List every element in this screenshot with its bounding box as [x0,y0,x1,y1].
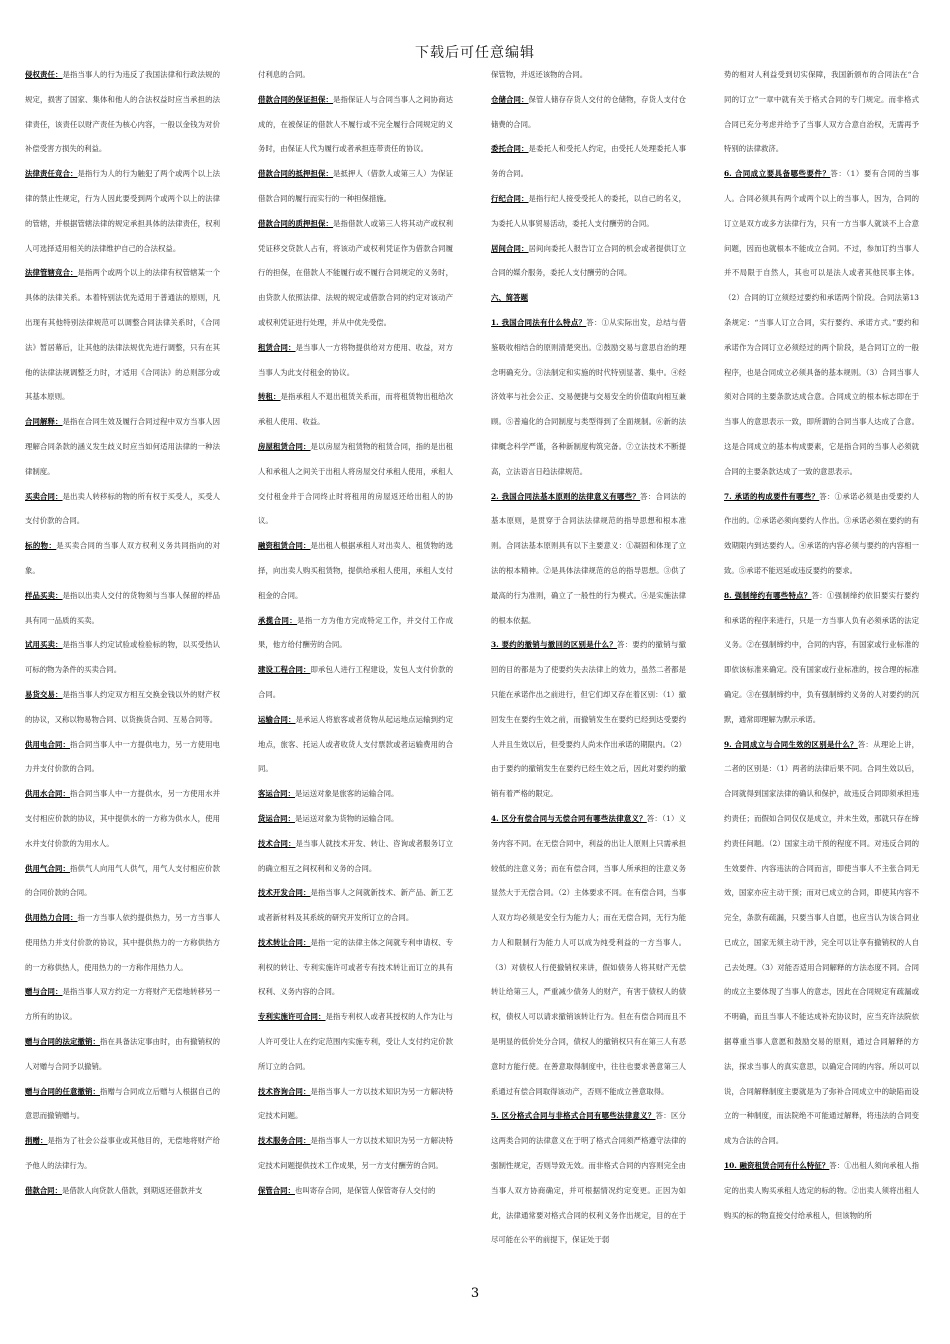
entry [258,162,453,212]
entry [724,1154,919,1228]
entry-text: 是指一定的法律主体之间就专利申请权、专利权的转让、专利实施许可或者专有技术转让而订立的具有权利、义务内容的合同。 [258,937,453,997]
entry-text: 是出租人根据承租人对出卖人、租赁物的选择，向出卖人购买租赁物，提供给承租人使用，承租人支付租金的合同。 [258,541,453,600]
entry-term: 货运合同： [258,813,295,823]
entry [258,1129,453,1179]
entry [258,782,453,807]
entry [258,708,453,782]
entry [258,1179,453,1204]
entry-term: 转租： [258,392,281,402]
entry-term: 技术转让合同： [258,937,311,947]
entry [491,485,686,634]
entry [258,1005,453,1079]
entry-text: 是买卖合同的当事人双方权利义务共同指向的对象。 [25,541,220,575]
entry-text: 是承运人将旅客或者货物从起运地点运输到约定地点，旅客、托运人或者收货人支付票款或者运输费用的合同。 [258,714,453,774]
entry-term: 合同解释： [25,417,63,427]
entry [258,534,453,608]
entry [724,63,919,162]
entry-term: 技术服务合同： [258,1136,311,1146]
entry-text: 是指专利权人或者其授权的人作为让与人许可受让人在约定范围内实施专利，受让人支付约定价款所订立的合同。 [258,1012,453,1071]
entry-text: 是指借款人或第三人将其动产或权利凭证移交贷款人占有，将该动产或权利凭证作为借款合同履行的担保，在借款人不能履行或不履行合同规定的义务时，由贷款人依照法律、法规的规定或借款合同的约定对该动产或权利凭证进行处理，并从中优先受偿。 [258,218,453,327]
entry [25,261,220,410]
entry [25,534,220,584]
entry [25,485,220,535]
entry-text: 是指行为人的行为触犯了两个或两个以上法律的禁止性规定，行为人因此要受到两个或两个以上的法律的管辖，并根据管辖法律的规定承担具体的法律责任，权利人可选择适用相关的法律维护自己的合法权益。 [25,169,220,253]
entry [25,683,220,733]
entry [491,88,686,138]
entry-text: 是指保证人与合同当事人之间协商达成的，在被保证的借款人不履行或不完全履行合同规定的义务时，由保证人代为履行或者承担连带责任的协议。 [258,94,453,154]
entry-text: 指合同当事人中一方提供电力，另一方使用电力并支付价款的合同。 [25,739,220,774]
entry-text: 居间向委托人报告订立合同的机会或者提供订立合同的媒介服务，委托人支付酬劳的合同。 [491,243,686,278]
entry-text: 是指当事人约定试验或检验标的物，以买受热认可标的物为条件的买卖合同。 [25,640,220,675]
entry [25,733,220,783]
entry [25,584,220,634]
entry [258,832,453,882]
entry [491,237,686,287]
entry-text: 答：合同法的基本原则，是贯穿于合同法法律规范的指导思想和根本准则。合同法基本原则具有以下主要意义：①凝固和体现了立法的根本精神。②是具体法律规范的总的指导思想。③供了最高的行为准则，确立了一般性的行为模式。④是实施法律的根本依据。 [491,491,686,625]
entry-text: 答：①承诺必须是由受要约人作出的。②承诺必须向要约人作出。③承诺必须在要约的有效期限内到达要约人。④承诺的内容必须与要约的内容相一致。⑤承诺不能迟延或违反要约的要求。 [724,491,919,575]
entry-text: 是指一方为他方完成特定工作，并交付工作成果，他方给付酬劳的合同。 [258,615,453,650]
entry-text: 是运送对象是旅客的运输合同。 [294,789,399,799]
entry-term: 技术开发合同： [258,888,311,898]
entry-term: 2. 我国合同法基本原则的法律意义有哪些？ [491,491,641,501]
entry-text: 答：（1）要有合同的当事人。合同必须具有两个或两个以上的当事人，因为，合同的订立是双方或多方法律行为，只有一方当事人就谈不上合意问题，因而也就根本不能成立合同。不过，参加订约当事人并不局限于自然人，其也可以是法人或者其他民事主体。（2）合同的订立须经过要约和承诺两个阶段。合同法第13条规定：“当事人订立合同，实行要约、承诺方式。”要约和承诺作为合同订立必须经过的两个阶段，是合同订立的一般程序，也是合同成立必须具备的基本规则。（3）合同当事人须对合同的主要条款达成合意。合同成立的根本标志即在于当事人的意思表示一致，即所谓的合同当事人达成了合意。这是合同成立的基本构成要素，它是指合同的当事人必须就合同的主要条款达成了一致的意思表示。 [724,169,919,476]
entry-term: 捐赠： [25,1136,48,1146]
entry [258,336,453,386]
entry [25,1129,220,1179]
entry-term: 4. 区分有偿合同与无偿合同有哪些法律意义？ [491,813,647,823]
entry-text: 答：①强制缔约依旧要实行要约和承诺的程序来进行，只是一方当事人负有必须承诺的法定义务。②在强制缔约中，合同的内容，有国家或行业标准的即依该标准来确定。没有国家或行业标准的，按合理的标准确定。③在强制缔约中，负有强制缔约义务的人对要约的沉默，通常即理解为默示承诺。 [724,590,919,724]
entry-text: 付利息的合同。 [258,70,310,79]
entry-text: 是指当事人约定双方相互交换金钱以外的财产权的协议，又称以物易物合同、以货换货合同、互易合同等。 [25,689,220,724]
entry-term: 8. 强制缔约有哪些特点？ [724,590,812,600]
entry-text: 是指当事人的行为违反了我国法律和行政法规的规定，损害了国家、集体和他人的合法权益时应当承担的法律责任，该责任以财产责任为核心内容，一般以金钱为对价补偿受害方损失的利益。 [25,70,220,154]
entry-text: 是借款人向贷款人借款，到期返还借款并支 [61,1185,203,1195]
entry [258,658,453,708]
entry-text: 是指两个或两个以上的法律有权管辖某一个具体的法律关系。本着特别法优先适用于普通法的原则，凡出现有其他特别法律规范可以调整合同法律关系时，《合同法》暂居幕后，让其他的法律法规优先进行调整，只有在其他的法律法规调整乏力时，才适用《合同法》的总则部分或其基本原则。 [25,268,220,402]
entry-term: 融资租赁合同： [258,541,311,551]
entry [25,857,220,907]
entry-term: 供用气合同： [25,863,71,873]
entry-term: 建设工程合同： [258,665,311,675]
column-2 [258,63,453,1293]
entry [724,162,919,484]
entry-term: 6. 合同成立要具备哪些要件？ [724,169,831,179]
entry-term: 租赁合同： [258,342,296,352]
entry-term: 试用买卖： [25,640,63,650]
entry-text: 是以房屋为租赁物的租赁合同，指的是出租人和承租人之间关于出租人将房屋交付承租人使用，承租人交付租金并于合同终止时将租用的房屋返还给出租人的协议。 [258,441,453,526]
entry-term: 专利实施许可合同： [258,1012,326,1022]
entry [25,980,220,1030]
entry [25,63,220,162]
entry-text: 是指当事人一方以技术知识为另一方解决特定技术问题。 [258,1086,453,1121]
entry [258,609,453,659]
entry [491,187,686,237]
entry-term: 房屋租赁合同： [258,441,311,451]
entry-text: 是指当事人一方以技术知识为另一方解决特定技术问题提供技术工作成果，另一方支付酬劳的合同。 [258,1136,453,1171]
entry [491,1104,686,1253]
entry-term: 样品买卖： [25,590,63,600]
entry-text: 即承包人进行工程建设，发包人支付价款的合同。 [258,665,453,699]
entry [258,212,453,336]
entry [25,410,220,484]
entry-term: 供用电合同： [25,739,71,749]
entry [25,162,220,261]
entry-text: 是抵押人（借款人或第三人）为保证借款合同的履行而实行的一种担保措施。 [258,169,453,203]
entry-text: 答：区分这两类合同的法律意义在于明了格式合同须严格遵守法律的强制性规定，否则导致无效。而非格式合同的内容则完全由当事人双方协商确定，并可根据情况约定变更。正因为如此，法律通常要对格式合同的权利义务作出规定，目的在于尽可能在公平的前提下，保证处于弱 [491,1111,686,1245]
entry-text: 指合同当事人中一方提供水，另一方使用水并支付相应价款的协议，其中提供水的一方称为供水人，使用水并支付价款的为用水人。 [25,789,220,848]
entry [491,633,686,807]
entry-term: 9. 合同成立与合同生效的区别是什么？ [724,739,858,749]
entry-text: 指赠与合同成立后赠与人根据自己的意思而撤销赠与。 [25,1086,220,1121]
entry [258,88,453,162]
entry-term: 侵权责任： [25,70,63,79]
entry [25,1179,220,1204]
entry-text: 是指为了社会公益事业或其他目的，无偿地将财产给予他人的法律行为。 [25,1136,220,1171]
entry-term: 赠与合同的任意撤销： [25,1086,101,1096]
text-columns [25,63,925,1293]
entry [491,63,686,88]
entry-term: 运输合同： [258,714,296,724]
entry-term: 仓储合同： [491,94,529,104]
entry-text: 也叫寄存合同，是保管人保管寄存人交付的 [294,1185,436,1195]
entry-term: 供用热力合同： [25,913,78,923]
entry-term: 买卖合同： [25,491,63,501]
entry-term: 行纪合同： [491,193,529,203]
entry-term: 借款合同的质押担保： [258,218,334,228]
entry-term: 借款合同的保证担保： [258,94,334,104]
entry [258,385,453,435]
entry [491,137,686,187]
entry [258,63,453,88]
entry-text: 答：①从实际出发，总结与借鉴吸收相结合的原则清楚突出。②鼓励交易与意思自治的理念明确充分。③法制定和实施的时代特别显著、集中。④经济效率与社会公正、交易便捷与交易安全的价值取向相互兼顾。⑤普遍化的合同制度与类型得到了全面规制。⑥新的法律概念科学严谨，各种新制度构筑完备。⑦立法技术不断提高，立法语言日趋法律规范。 [491,317,686,476]
entry [724,485,919,584]
entry [258,1080,453,1130]
entry [25,1030,220,1080]
entry-term: 借款合同的抵押担保： [258,169,334,179]
entry-text: 指一方当事人依约提供热力，另一方当事人使用热力并支付价款的协议，其中提供热力的一方称供热方的一方称供热人，使用热力的一方称作用热力人。 [25,913,220,972]
entry [25,1080,220,1130]
entry-term: 承揽合同： [258,615,298,625]
entry-text: 是出卖人转移标的物的所有权于买受人，买受人支付价款的合同。 [25,491,220,526]
entry-term: 标的物： [25,541,57,551]
entry [258,435,453,534]
entry-term: 3. 要约的撤销与撤回的区别是什么？ [491,640,618,650]
entry-text: 是指行纪人接受受托人的委托，以自己的名义，为委托人从事贸易活动，委托人支付酬劳的合同。 [491,193,686,228]
entry-text: 保管人储存存货人交付的仓储物，存货人支付仓储费的合同。 [491,94,686,129]
entry-term: 技术咨询合同： [258,1086,311,1096]
entry-text: 是运送对象为货物的运输合同。 [294,813,399,823]
entry-text: 是指当事人双方约定一方将财产无偿地转移另一方所有的协议。 [25,987,220,1022]
entry-text: 是指当事人之间就新技术、新产品、新工艺或者新材料及其系统的研究开发所订立的合同。 [258,888,453,923]
entry [491,807,686,1105]
entry-text: 答：①出租人须向承租人指定的出卖人购买承租人选定的标的物。②出卖人须将出租人购买的标的物直接交付给承租人，但该物的所 [724,1161,919,1220]
entry [491,311,686,485]
entry-term: 借款合同： [25,1185,62,1195]
entry [724,584,919,733]
entry-term: 法律管辖竞合： [25,268,78,278]
entry [25,782,220,856]
entry-text: 是当事人就技术开发、转让、咨询或者服务订立的确立相互之间权利和义务的合同。 [258,838,453,873]
entry-term: 技术合同： [258,838,296,848]
entry [258,807,453,832]
entry [491,286,686,311]
entry [724,733,919,1155]
entry [258,931,453,1005]
entry-text: 答：从理论上讲，二者的区别是：（1）两者的法律后果不同。合同生效以后，合同就得到国家法律的确认和保护，故违反合同即须承担违约责任；而假如合同仅仅是成立，并未生效，那就只存在缔约责任问题。（2）国家主动干预的程度不同。对违反合同的生效要件、内容违法的合同而言，即使当事人不主张合同无效，国家亦应主动干预；而对已成立的合同，即使其内容不完全，条款有疏漏，只要当事人自愿，也应当认为该合同业已成立，国家无须主动干涉，完全可以让享有撤销权的人自己去处理。（3）对能否适用合同解释的方法态度不同。合同的成立主要体现了当事人的意志，因此在合同规定有疏漏或不明确，而且当事人不能达成补充协议时，应当充许法院依据尊重当事人意愿和鼓励交易的原则，通过合同解释的方法，探求当事人的真实意思，以确定合同的内容。所以可以说，合同解释制度主要就是为了弥补合同成立中的缺陷而设立的一种制度，而法院绝不可能通过解释，将违法的合同变成为合法的合同。 [724,739,919,1146]
entry-term: 10. 融资租赁合同有什么特征？ [724,1161,830,1171]
entry-text: 是委托人和受托人约定，由受托人处理委托人事务的合同。 [491,144,686,179]
entry-term: 委托合同： [491,144,529,154]
entry-term: 5. 区分格式合同与非格式合同有哪些法律意义？ [491,1111,656,1121]
column-3 [491,63,686,1293]
entry-text: 是当事人一方将物提供给对方使用、收益，对方当事人为此支付租金的协议。 [258,342,453,377]
entry [25,906,220,980]
entry-text: 答：要约的撤销与撤回的目的都是为了使要约失去法律上的效力，虽然二者都是只能在承诺作出之前进行，但它们却又存在着区别：（1）撤回发生在要约生效之前，而撤销发生在要约已经到达受要约人并且生效以后，但受要约人尚未作出承诺的期限内。（2）由于要约的撤销发生在要约已经生效之后，因此对要约的撤销有着严格的限定。 [491,640,686,799]
entry [258,881,453,931]
entry-term: 供用水合同： [25,789,71,799]
entry-term: 赠与合同的法定撤销： [25,1037,101,1047]
entry-term: 1. 我国合同法有什么特点？ [491,317,587,327]
entry-term: 法律责任竞合： [25,169,78,179]
entry-text: 答：（1）义务内容不同。在无偿合同中，利益的出让人原则上只需承担较低的注意义务；而在有偿合同，当事人所承担的注意义务显然大于无偿合同。（2）主体要求不同。在有偿合同，当事人双方均必须是安全行为能力人；而在无偿合同，无行为能力人和限制行为能力人可以成为纯受利益的一方当事人。（3）对债权人行使撤销权来讲，假如债务人将其财产无偿转让给第三人，严重减少债务人的财产，有害于债权人的债权，债权人可以请求撤销该转让行为。但在有偿合同而且不是明显的低价处分合同，债权人的撤销权只有在第三人有恶意时方能行使。在善意取得制度中，往往也要求善意第三人系通过有偿合同取得该动产，否则不能成立善意取得。 [491,813,686,1096]
entry-text: 是指以出卖人交付的货物须与当事人保留的样品具有同一品质的买卖。 [25,590,220,625]
entry-text: 指供气人向用气人供气，用气人支付相应价款的合同价款的合同。 [25,863,220,898]
entry-text: 势的相对人利益受到切实保障，我国新颁布的合同法在“合同的订立”一章中就有关于格式合同的专门规定。而非格式合同已充分考虑并给予了当事人双方合意自治权，无需再予特别的法律救济。 [724,70,919,154]
section-heading: 六、简答题 [491,293,528,303]
page-number: 3 [470,1286,480,1301]
entry-term: 赠与合同： [25,987,63,997]
entry-text: 指在具备法定事由时，由有撤销权的人对赠与合同予以撤销。 [25,1037,220,1071]
entry-term: 7. 承诺的构成要件有哪些？ [724,491,820,501]
column-4 [724,63,919,1293]
entry [25,633,220,683]
entry-term: 易货交易： [25,689,63,699]
column-1 [25,63,220,1293]
entry-term: 保管合同： [258,1185,295,1195]
entry-text: 是指在合同生效及履行合同过程中双方当事人因理解合同条款的涵义发生歧义时应当如何适用法律的一种法律制度。 [25,417,220,476]
page-header: 下载后可任意编辑 [415,45,535,61]
entry-text: 是指承租人不退出租赁关系而，而将租赁物出租给次承租人使用、收益。 [258,392,453,427]
entry-term: 客运合同： [258,789,295,799]
entry-term: 居间合同： [491,243,529,253]
entry-text: 保管物，并返还该物的合同。 [491,70,588,79]
